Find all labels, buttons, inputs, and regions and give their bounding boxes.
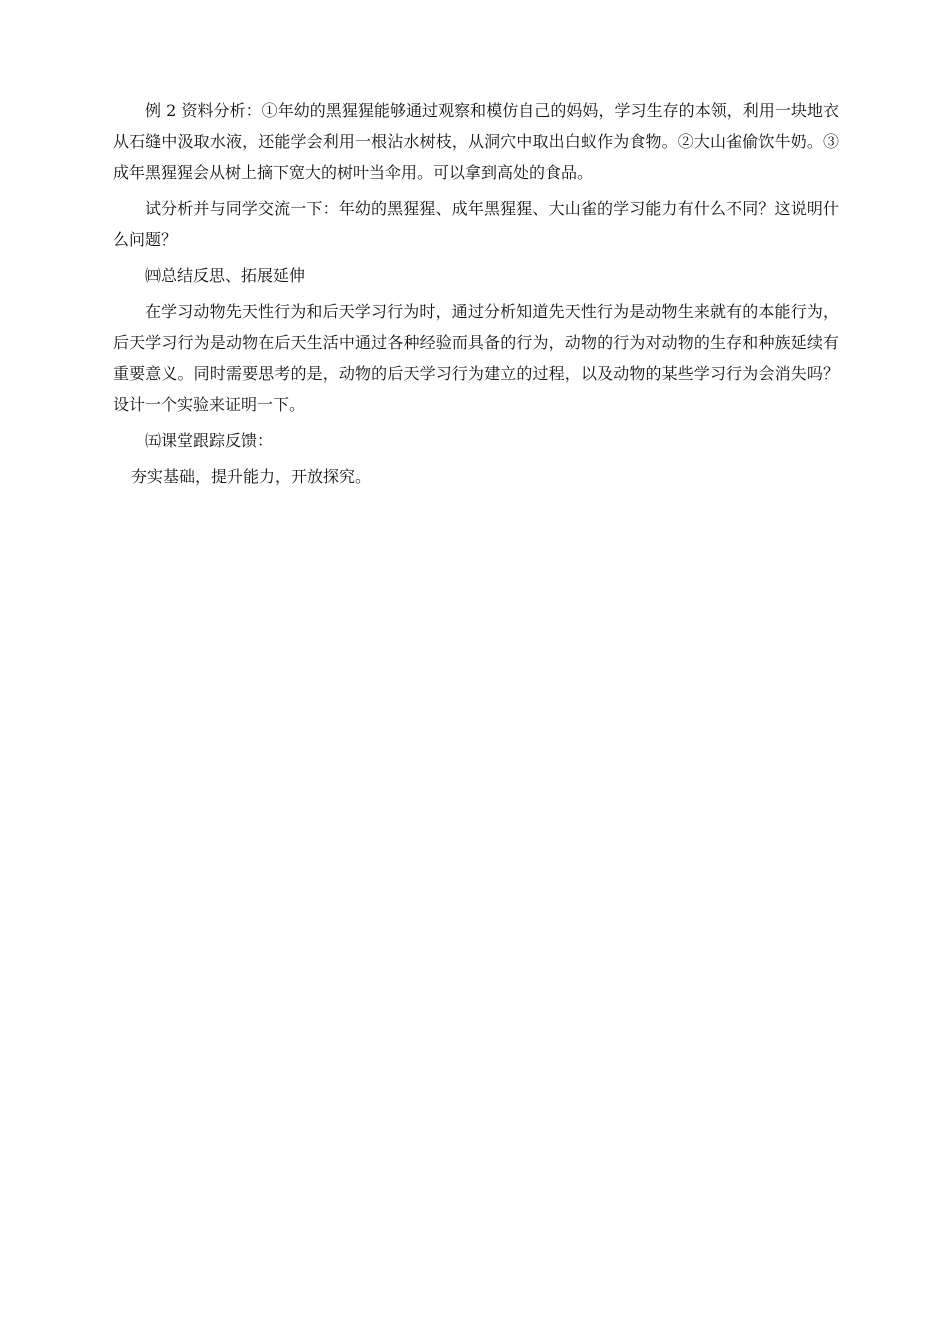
- section-heading-summary: ㈣总结反思、拓展延伸: [145, 266, 306, 285]
- summary-paragraph: 在学习动物先天性行为和后天学习行为时，通过分析知道先天性行为是动物生来就有的本能行为，后天学习行为是动物在后天生活中通过各种经验而具备的行为，动物的行为对动物的生存和种族延续有重要意义。同时需要思考的是，动物的后天学习行为建立的过程，以及动物的某些学习行为会消失吗？设计一个实验来证明一下。: [113, 302, 839, 414]
- example-paragraph: 例 2 资料分析：①年幼的黑猩猩能够通过观察和模仿自己的妈妈，学习生存的本领，利用一块地衣从石缝中汲取水液，还能学会利用一根沾水树枝，从洞穴中取出白蚁作为食物。②大山雀偷饮牛奶。③成年黑猩猩会从树上摘下宽大的树叶当伞用。可以拿到高处的食品。: [113, 101, 839, 182]
- feedback-paragraph: 夯实基础，提升能力，开放探究。: [131, 467, 372, 486]
- section-heading-feedback: ㈤课堂跟踪反馈：: [145, 431, 274, 450]
- document-body: [113, 95, 839, 492]
- discussion-paragraph: 试分析并与同学交流一下：年幼的黑猩猩、成年黑猩猩、大山雀的学习能力有什么不同？这说明什么问题？: [113, 199, 839, 249]
